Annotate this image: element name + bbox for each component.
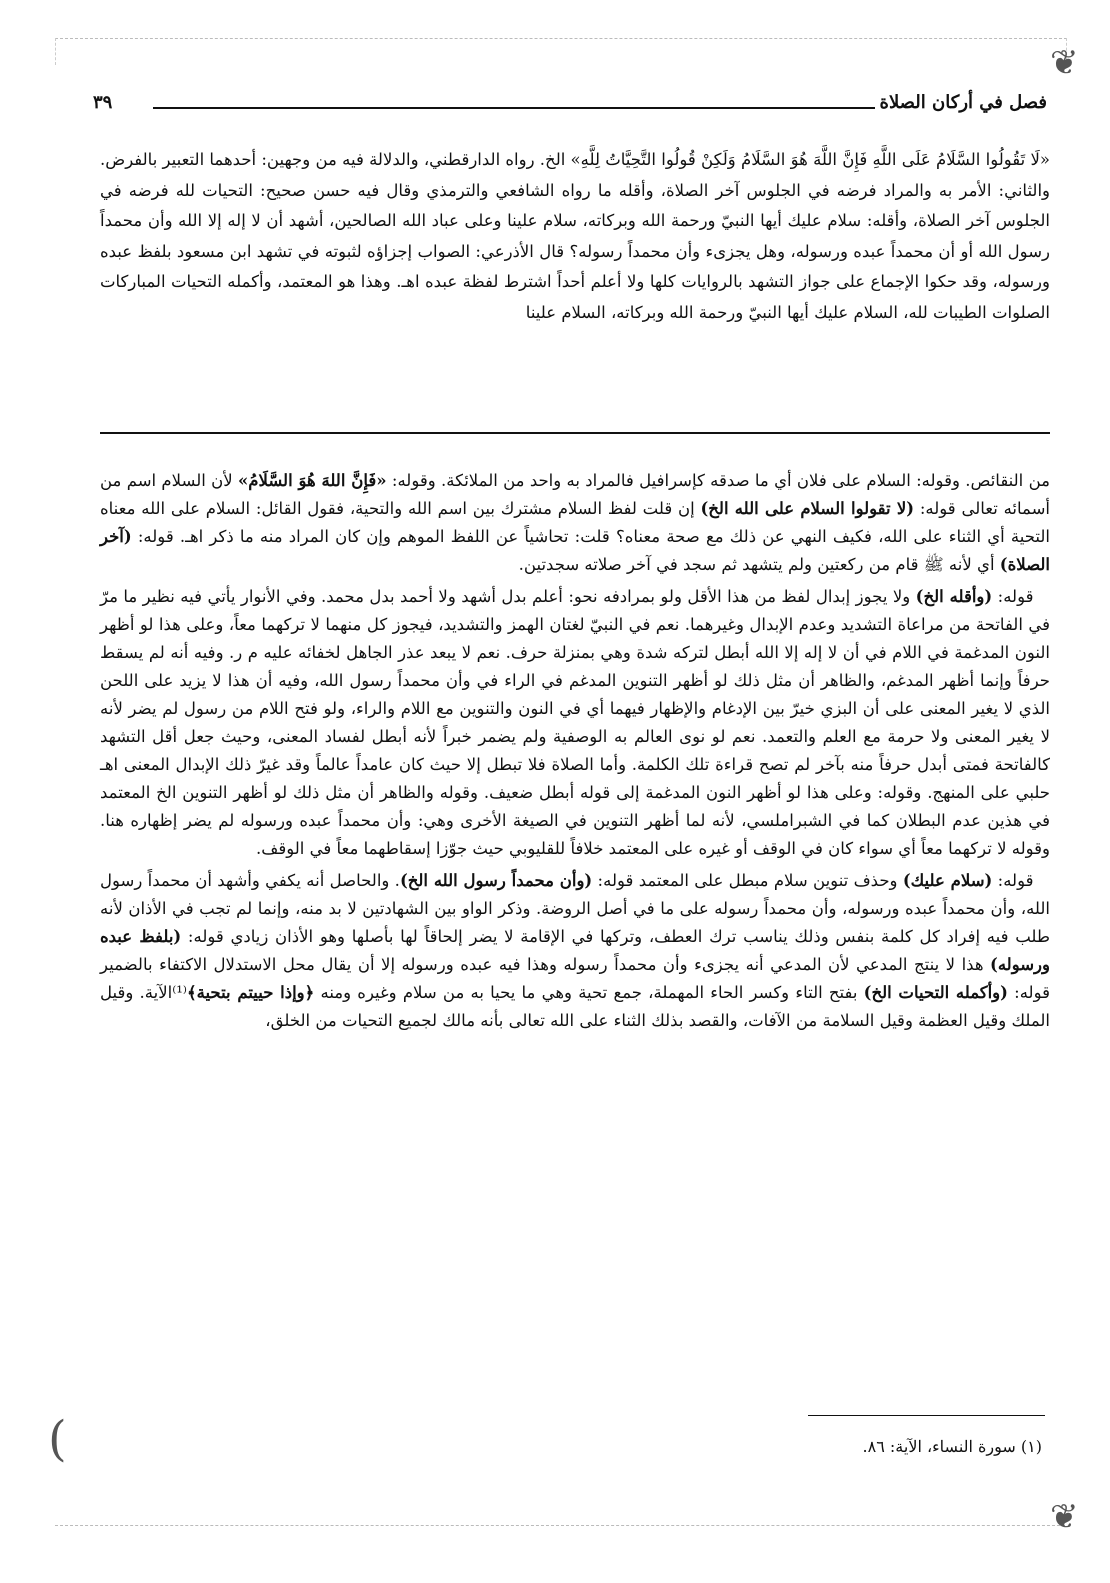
main-text-body: «لَا تَقُولُوا السَّلَامُ عَلَى اللَّهِ فَإِنَّ اللَّهَ هُوَ السَّلَامُ وَلَكِنْ قُولُوا التَّحِيَّاتُ لِلَّهِ» الخ. رواه الدارقطني، والدلالة فيه من وجهين: أحدهما التعبير بالفرض. والثاني: الأمر به والمراد فرضه في الجلوس آخر الصلاة، وأقله ما رواه الشافعي والترمذي وقال فيه حسن صحيح: التحيات لله فرضه في الجلوس آخر الصلاة، وأقله: سلام عليك أيها النبيّ ورحمة الله وبركاته، سلام علينا وعلى عباد الله الصالحين، أشهد أن لا إله إلا الله وأن محمداً رسول الله أو أن محمداً عبده ورسوله، وهل يجزىء وأن محمداً رسوله؟ قال الأذرعي: الصواب إجزاؤه لثبوته في تشهد ابن مسعود بلفظ عبده ورسوله، وقد حكوا الإجماع على جواز التشهد بالروايات كلها ولا أعلم أحداً اشترط لفظة عبده اهـ. وهذا هو المعتمد، وأكمله التحيات المباركات الصلوات الطيبات لله، السلام عليك أيها النبيّ ورحمة الله وبركاته، السلام علينا <box>100 150 1050 322</box>
text-run: قوله: <box>992 587 1034 606</box>
text-run: إن قلت لفظ السلام مشترك بين اسم الله والتحية، فقول القائل: السلام على الله معناه التحية أي الثناء على الله، فكيف النهي عن ذلك مع صحة معناه؟ قلت: تحاشياً عن اللفظ الموهم وإن كان المراد منه ما ذكر اهـ. قوله: <box>100 499 1050 546</box>
text-run: أي لأنه ﷺ قام من ركعتين ولم يتشهد ثم سجد في آخر صلاته سجدتين. <box>518 555 1000 574</box>
quoted-lemma: (وأقله الخ) <box>915 587 993 606</box>
page-number: ٣٩ <box>93 92 113 113</box>
footnote: (١) سورة النساء، الآية: ٨٦. <box>862 1437 1042 1456</box>
text-run: بفتح التاء وكسر الحاء المهملة، جمع تحية وهي ما يحيا به من سلام وغيره ومنه <box>314 983 864 1002</box>
text-run: من النقائص. وقوله: السلام على فلان أي ما صدقه كإسرافيل فالمراد به واحد من الملائكة. وقوله: <box>386 471 1050 490</box>
commentary-paragraph-3 <box>100 867 1050 1035</box>
footnote-rule <box>808 1415 1045 1416</box>
quoted-lemma: (وأكمله التحيات الخ) <box>863 983 1008 1002</box>
text-run: ولا يجوز إبدال لفظ من هذا الأقل ولو بمرادفه نحو: أعلم بدل أشهد ولا أحمد بدل محمد. وفي الأنوار يأتي فيه نظير ما مرّ في الفاتحة من مراعاة التشديد وعدم الإبدال وغيرهما. نعم في النبيّ لغتان الهمز والتشديد، فيجوز كل منهما لا تركهما معاً، وعلى هذا لو أظهر النون المدغمة في اللام في أن لا إله إلا الله أبطل لتركه شدة وهي بمنزلة حرف. نعم لا يبعد عذر الجاهل لخفائه عليه م ر. وفيه أنه لم يسقط حرفاً وإنما أظهر المدغم، والظاهر أن مثل ذلك لو أظهر التنوين المدغم في الراء في وأن محمداً رسول الله، وفيه أن هذا لا يزيد على اللحن الذي لا يغير المعنى على أن البزي خيرّ بين الإدغام والإظهار فيهما أي في النون والتنوين مع اللام والراء، ولو فتح اللام من رسول لم يضر لأنه لا يغير المعنى ولا حرمة مع العلم والتعمد. نعم لو نوى العالم به الوصفية ولم يضمر خبراً لأنه أبطل لفساد المعنى، وحيث جعل أقل التشهد كالفاتحة فمتى أبدل حرفاً منه بآخر لم تصح قراءة تلك الكلمة. وأما الصلاة فلا تبطل إلا حيث كان عامداً عالماً وقد غيرّ ذلك الإبدال المعنى اهـ حلبي على المنهج. وقوله: وعلى هذا لو أظهر النون المدغمة إلى قوله أبطل ضعيف. وقوله والظاهر أن مثل ذلك لو أظهر التنوين الخ المعتمد في هذين عدم البطلان كما في الشبراملسي، لأنه لما أظهر التنوين في الصيغة الأخرى وهي: وأن محمداً عبده ورسوله لم يضر إظهاره هنا. وقوله لا تركهما معاً أي سواء كان في الوقف أو غيره على المعتمد خلافاً للقليوبي حيث جوّزا إسقاطهما معاً في الوقف. <box>100 587 1050 858</box>
main-text <box>100 145 1050 328</box>
quoted-lemma: (بلفظ عبده ورسوله) <box>100 927 1050 974</box>
text-run: ⁽¹⁾الآية. وقيل الملك وقيل العظمة وقيل السلامة من الآفات، والقصد بذلك الثناء على الله تعالى بأنه مالك لجميع التحيات من الخلق، <box>100 983 1050 1030</box>
text-divider <box>100 432 1050 434</box>
commentary-paragraph-2 <box>100 583 1050 863</box>
corner-ornament-bottom-right: ❦ <box>1050 1497 1079 1537</box>
page-border-bottom <box>55 1515 1065 1526</box>
commentary <box>100 467 1050 1039</box>
text-run: وحذف تنوين سلام مبطل على المعتمد قوله: <box>592 871 903 890</box>
page-header <box>93 92 1055 118</box>
running-title: فصل في أركان الصلاة <box>879 92 1047 113</box>
text-run: قوله: <box>992 871 1034 890</box>
header-rule <box>153 107 875 109</box>
quoted-lemma: (لا تقولوا السلام على الله الخ) <box>700 499 915 518</box>
quoted-lemma: (وأن محمداً رسول الله الخ) <box>399 871 593 890</box>
margin-bracket-left: ( <box>48 1411 67 1467</box>
text-run: لأن السلام اسم من أسمائه تعالى قوله: <box>100 471 1051 518</box>
quoted-lemma: (آخر الصلاة) <box>100 527 1050 574</box>
commentary-paragraph-1 <box>100 467 1050 579</box>
text-run: . والحاصل أنه يكفي وأشهد أن محمداً رسول الله، وأن محمداً عبده ورسوله، وأن محمداً رسوله على ما في أصل الروضة. وذكر الواو بين الشهادتين لا بد منه، وإنما لم تجب في الأذان لأنه طلب فيه إفراد كل كلمة بنفس وذلك يناسب ترك العطف، وتركها في الإقامة لا يضر إلحاقاً لها بأصلها وهو الأذان زيادي قوله: <box>100 871 1050 946</box>
text-run: هذا لا ينتج المدعي لأن المدعي أنه يجزىء وأن محمداً رسوله وهذا فيه عبده ورسوله إلا أن يقال محل الاستدلال الاكتفاء بالضمير قوله: <box>100 955 1050 1002</box>
quoted-lemma: (سلام عليك) <box>902 871 993 890</box>
corner-ornament-top-right: ❦ <box>1050 43 1079 83</box>
quoted-lemma: «فَإِنَّ اللهَ هُوَ السَّلَامُ» <box>237 471 387 490</box>
quran-quote: ﴿وإذا حييتم بتحية﴾ <box>186 983 315 1002</box>
page-border-top <box>55 38 1067 65</box>
